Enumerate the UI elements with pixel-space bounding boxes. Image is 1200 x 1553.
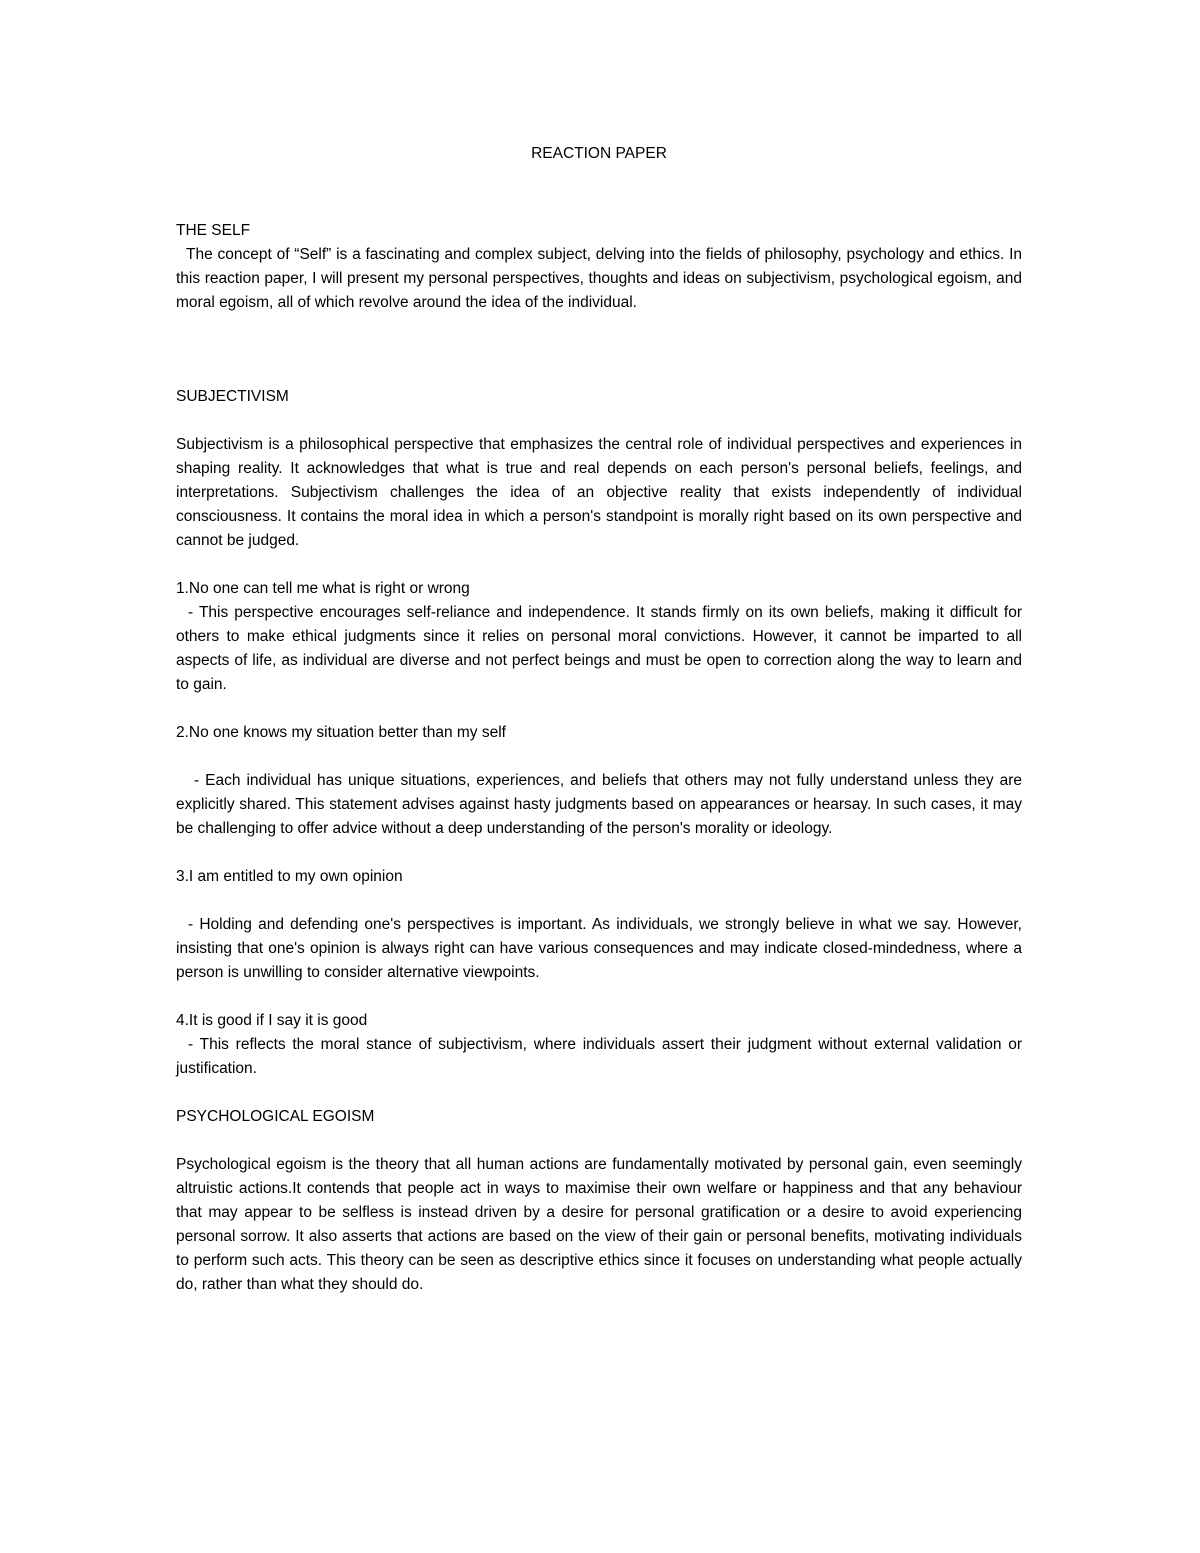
spacer <box>176 361 1022 385</box>
spacer <box>176 1129 1022 1153</box>
point-1-explanation: - This perspective encourages self-reliance and independence. It stands firmly on its own beliefs, making it difficult for others to make ethical judgments since it relies on personal moral convictions. However, it cannot be imparted to all aspects of life, as individual are diverse and not perfect beings and must be open to correction along the way to learn and to gain. <box>176 604 1022 693</box>
point-1-statement: 1.No one can tell me what is right or wrong <box>176 580 470 597</box>
spacer <box>176 409 1022 433</box>
document-body <box>176 142 1022 1297</box>
spacer <box>176 841 1022 865</box>
spacer <box>176 697 1022 721</box>
heading-psychological-egoism: PSYCHOLOGICAL EGOISM <box>176 1108 375 1125</box>
point-4-explanation: - This reflects the moral stance of subjectivism, where individuals assert their judgment without external validation or justification. <box>176 1036 1022 1077</box>
spacer <box>176 745 1022 769</box>
spacer <box>176 553 1022 577</box>
point-3-explanation: - Holding and defending one's perspectives is important. As individuals, we strongly believe in what we say. However, insisting that one's opinion is always right can have various consequences and may indicate closed-mindedness, where a person is unwilling to consider alternative viewpoints. <box>176 916 1022 981</box>
point-2-statement: 2.No one knows my situation better than my self <box>176 724 506 741</box>
spacer <box>176 889 1022 913</box>
point-3-statement: 3.I am entitled to my own opinion <box>176 868 403 885</box>
paragraph-psychological-egoism: Psychological egoism is the theory that all human actions are fundamentally motivated by personal gain, even seemingly altruistic actions.It contends that people act in ways to maximise their own welfare or happiness and that any behaviour that may appear to be selfless is instead driven by a desire for personal gratification or a desire to avoid experiencing personal sorrow. It also asserts that actions are based on the view of their gain or personal benefits, motivating individuals to perform such acts. This theory can be seen as descriptive ethics since it focuses on understanding what people actually do, rather than what they should do. <box>176 1156 1022 1293</box>
paragraph-the-self: The concept of “Self” is a fascinating and complex subject, delving into the fields of philosophy, psychology and ethics. In this reaction paper, I will present my personal perspectives, thoughts and ideas on subjectivism, psychological egoism, and moral egoism, all of which revolve around the idea of the individual. <box>176 246 1022 311</box>
point-4-statement: 4.It is good if I say it is good <box>176 1012 368 1029</box>
paragraph-subjectivism: Subjectivism is a philosophical perspective that emphasizes the central role of individual perspectives and experiences in shaping reality. It acknowledges that what is true and real depends on each person's personal beliefs, feelings, and interpretations. Subjectivism challenges the idea of an objective reality that exists independently of individual consciousness. It contains the moral idea in which a person's standpoint is morally right based on its own perspective and cannot be judged. <box>176 436 1022 549</box>
spacer <box>176 315 1022 361</box>
document-title: REACTION PAPER <box>531 145 667 162</box>
spacer <box>176 1081 1022 1105</box>
spacer <box>176 985 1022 1009</box>
heading-subjectivism: SUBJECTIVISM <box>176 388 289 405</box>
point-2-explanation: - Each individual has unique situations, experiences, and beliefs that others may not fully understand unless they are explicitly shared. This statement advises against hasty judgments based on appearances or hearsay. In such cases, it may be challenging to offer advice without a deep understanding of the person's morality or ideology. <box>176 772 1022 837</box>
heading-the-self: THE SELF <box>176 222 251 239</box>
